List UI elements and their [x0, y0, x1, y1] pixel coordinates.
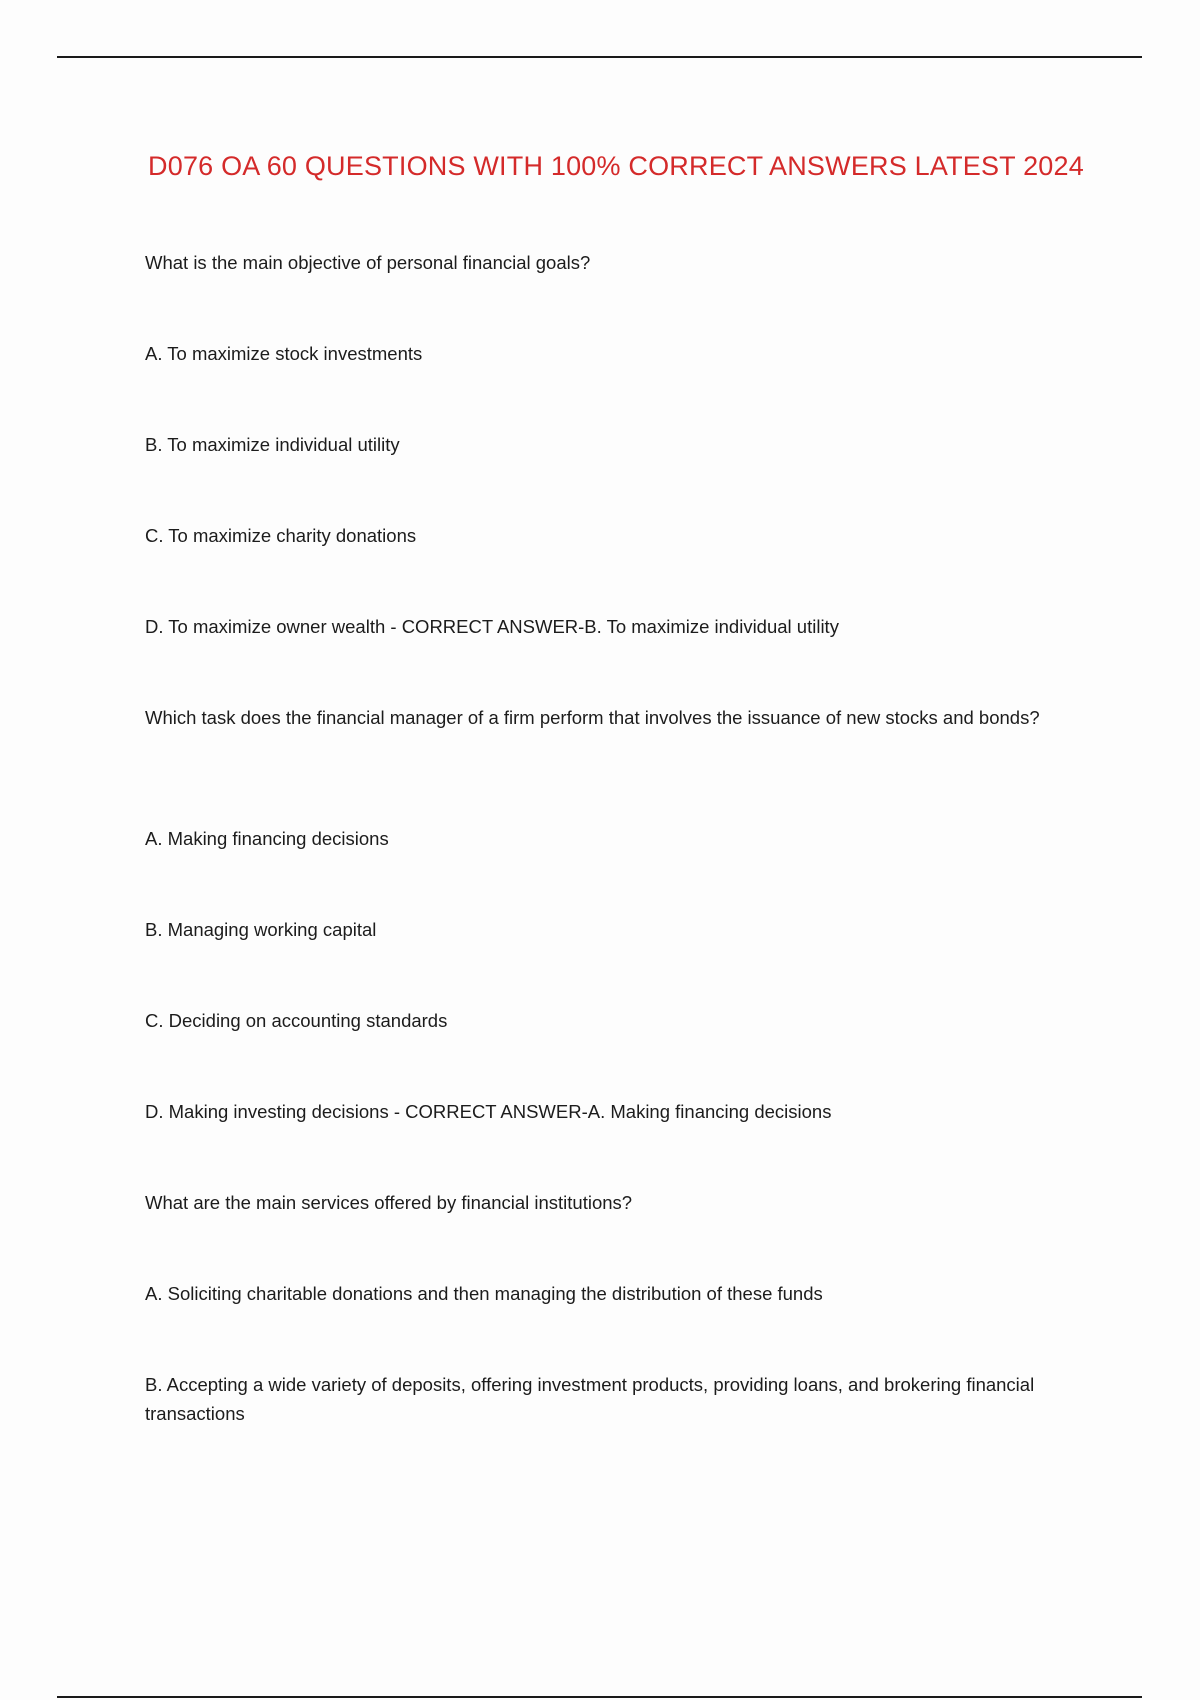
- question-1-option-a: A. To maximize stock investments: [145, 343, 423, 364]
- question-2-option-c: C. Deciding on accounting standards: [145, 1010, 448, 1031]
- question-1-option-b: B. To maximize individual utility: [145, 434, 400, 455]
- bottom-rule: [57, 1696, 1142, 1698]
- question-3-option-a: A. Soliciting charitable donations and then managing the distribution of these funds: [145, 1283, 823, 1304]
- question-2-option-b: B. Managing working capital: [145, 919, 377, 940]
- question-3: What are the main services offered by financial institutions?: [145, 1192, 633, 1213]
- question-3-option-b: B. Accepting a wide variety of deposits, offering investment products, providing loans, and brokering financial transactions: [145, 1374, 1035, 1424]
- question-2-option-a: A. Making financing decisions: [145, 828, 389, 849]
- question-2-option-d-answer: D. Making investing decisions - CORRECT ANSWER-A. Making financing decisions: [145, 1101, 832, 1122]
- question-1-option-c: C. To maximize charity donations: [145, 525, 417, 546]
- document-title: D076 OA 60 QUESTIONS WITH 100% CORRECT ANSWERS LATEST 2024: [148, 151, 1084, 181]
- question-1-option-d-answer: D. To maximize owner wealth - CORRECT ANSWER-B. To maximize individual utility: [145, 616, 839, 637]
- question-2: Which task does the financial manager of a firm perform that involves the issuance of new stocks and bonds?: [145, 707, 1040, 728]
- question-1: What is the main objective of personal financial goals?: [145, 252, 591, 273]
